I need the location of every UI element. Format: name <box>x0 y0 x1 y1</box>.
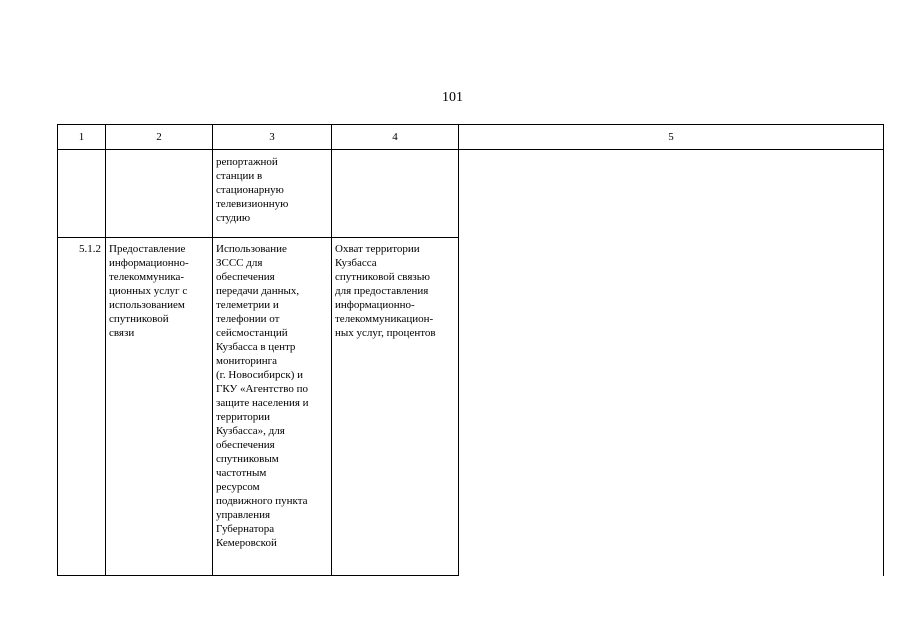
header-cell-4: 4 <box>332 125 459 150</box>
cell-col3: репортажной станции в стационарную телевизионную студию <box>213 150 332 238</box>
cell-col1 <box>58 150 106 238</box>
cell-col5 <box>459 150 884 576</box>
page-number: 101 <box>442 90 463 105</box>
header-cell-3: 3 <box>213 125 332 150</box>
header-cell-1: 1 <box>58 125 106 150</box>
cell-col2 <box>106 150 213 238</box>
cell-indicator: Охват территории Кузбасса спутниковой связью для предоставления информационно- телекоммуникацион- ных услуг, процентов <box>332 238 459 576</box>
table-row <box>58 150 884 238</box>
cell-service-name: Предоставление информационно- телекоммуника- ционных услуг с использованием спутниковой связи <box>106 238 213 576</box>
header-cell-2: 2 <box>106 125 213 150</box>
cell-row-number: 5.1.2 <box>58 238 106 576</box>
cell-description: Использование ЗССС для обеспечения передачи данных, телеметрии и телефонии от сейсмостанций Кузбасса в центр мониторинга (г. Новосибирск) и ГКУ «Агентство по защите населения и территории Кузбасса», для обеспечения спутниковым частотным ресурсом подвижного пункта управления Губернатора Кемеровской <box>213 238 332 576</box>
data-table <box>57 124 884 576</box>
table-header-row <box>58 125 884 150</box>
cell-col4 <box>332 150 459 238</box>
header-cell-5: 5 <box>459 125 884 150</box>
